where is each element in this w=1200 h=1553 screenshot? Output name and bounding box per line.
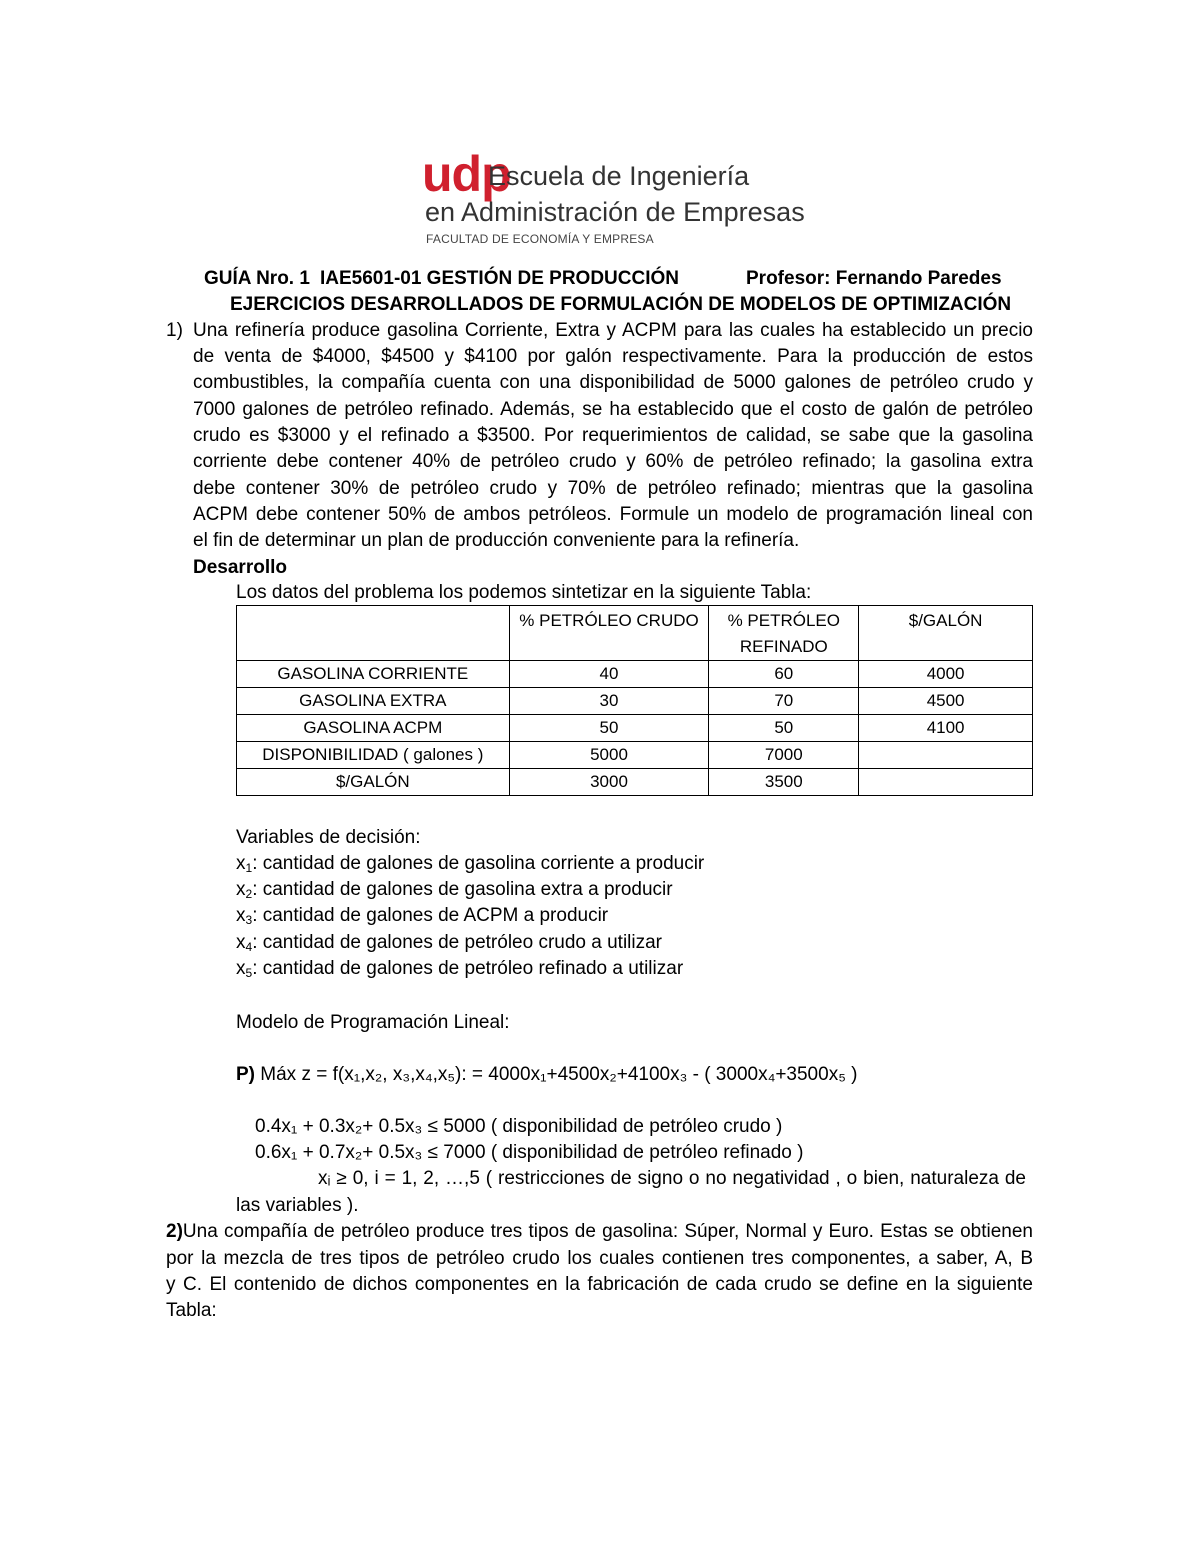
table-cell: 70 [709, 688, 859, 715]
problem-1-line: 7000 galones de petróleo refinado. Además, se ha establecido que el costo de galón de petróleo [193, 399, 1033, 420]
table-header-row [237, 606, 1033, 661]
table-row [237, 769, 1033, 796]
table-row [237, 715, 1033, 742]
problem-2-line: 2)Una compañía de petróleo produce tres tipos de gasolina: Súper, Normal y Euro. Estas se obtienen [166, 1221, 1033, 1242]
logo-school-line1: Escuela de Ingeniería [488, 161, 750, 191]
table-cell: 5000 [509, 742, 709, 769]
table-cell: 40 [509, 661, 709, 688]
table-cell [859, 742, 1033, 769]
table-intro: Los datos del problema los podemos sintetizar en la siguiente Tabla: [236, 582, 812, 603]
constraint-sign-cont: las variables ). [236, 1195, 359, 1216]
document-subtitle: EJERCICIOS DESARROLLADOS DE FORMULACIÓN DE MODELOS DE OPTIMIZACIÓN [230, 294, 1012, 315]
variable-item: $x_3$: cantidad de galones de ACPM a producir [236, 905, 609, 927]
guide-number: GUÍA Nro. 1 [204, 268, 310, 289]
logo-school-line2: en Administración de Empresas [425, 197, 805, 227]
problem-1-line: de venta de $4000, $4500 y $4100 por galón respectivamente. Para la producción de estos [193, 346, 1033, 367]
problem-1-line: ACPM debe contener 50% de ambos petróleos. Formule un modelo de programación lineal con [193, 504, 1033, 525]
table-cell: 3000 [509, 769, 709, 796]
table-cell: GASOLINA CORRIENTE [237, 661, 510, 688]
table-header-cell [237, 606, 510, 661]
table-cell [859, 769, 1033, 796]
table-row [237, 742, 1033, 769]
constraint-sign: xᵢ ≥ 0, i = 1, 2, …,5 ( restricciones de signo o no negatividad , o bien, naturaleza de [318, 1168, 1026, 1189]
table-row [237, 688, 1033, 715]
table-cell: 4000 [859, 661, 1033, 688]
constraint-crude: 0.4x₁ + 0.3x₂+ 0.5x₃ ≤ 5000 ( disponibilidad de petróleo crudo ) [255, 1116, 783, 1137]
table-cell: DISPONIBILIDAD ( galones ) [237, 742, 510, 769]
problem-2-line: Tabla: [166, 1300, 217, 1321]
table-cell: 7000 [709, 742, 859, 769]
data-table [236, 605, 1033, 796]
table-cell: 50 [509, 715, 709, 742]
table-cell: 50 [709, 715, 859, 742]
problem-2-line: y C. El contenido de dichos componentes en la fabricación de cada crudo se define en la siguiente [166, 1274, 1033, 1295]
table-cell: GASOLINA ACPM [237, 715, 510, 742]
table-row [237, 661, 1033, 688]
problem-2-line: por la mezcla de tres tipos de petróleo crudo los cuales contienen tres componentes, a saber, A, B [166, 1248, 1033, 1269]
table-cell: GASOLINA EXTRA [237, 688, 510, 715]
objective-function: P) Máx z = f(x₁,x₂, x₃,x₄,x₅): = 4000x₁+4500x₂+4100x₃ - ( 3000x₄+3500x₅ ) [236, 1064, 858, 1085]
logo-udp: udp [422, 146, 511, 202]
variable-item: $x_2$: cantidad de galones de gasolina extra a producir [236, 879, 673, 901]
table-cell: 60 [709, 661, 859, 688]
model-title: Modelo de Programación Lineal: [236, 1012, 510, 1033]
table-cell: 3500 [709, 769, 859, 796]
logo-faculty: FACULTAD DE ECONOMÍA Y EMPRESA [426, 232, 654, 246]
course-name: IAE5601-01 GESTIÓN DE PRODUCCIÓN [320, 268, 679, 289]
constraint-refined: 0.6x₁ + 0.7x₂+ 0.5x₃ ≤ 7000 ( disponibilidad de petróleo refinado ) [255, 1142, 804, 1163]
variable-item: $x_5$: cantidad de galones de petróleo refinado a utilizar [236, 958, 684, 980]
table-header-cell: % PETRÓLEO CRUDO [509, 606, 709, 661]
table-cell: 30 [509, 688, 709, 715]
variable-item: $x_4$: cantidad de galones de petróleo crudo a utilizar [236, 932, 663, 954]
table-header-cell: % PETRÓLEO REFINADO [709, 606, 859, 661]
table-header-cell: $/GALÓN [859, 606, 1033, 661]
variable-item: $x_1$: cantidad de galones de gasolina corriente a producir [236, 853, 705, 875]
table-cell: 4100 [859, 715, 1033, 742]
problem-1-line: corriente debe contener 40% de petróleo crudo y 60% de petróleo refinado; la gasolina extra [193, 451, 1033, 472]
problem-1-line: Una refinería produce gasolina Corriente, Extra y ACPM para las cuales ha establecido un precio [193, 320, 1033, 341]
table-cell: 4500 [859, 688, 1033, 715]
table-cell: $/GALÓN [237, 769, 510, 796]
professor: Profesor: Fernando Paredes [746, 268, 1002, 289]
problem-1-line: crudo es $3000 y el refinado a $3500. Por requerimientos de calidad, se sabe que la gasolina [193, 425, 1033, 446]
problem-1-number: 1) [166, 320, 183, 341]
problem-1-line: debe contener 30% de petróleo crudo y 70% de petróleo refinado; mientras que la gasolina [193, 478, 1033, 499]
problem-1-line: combustibles, la compañía cuenta con una disponibilidad de 5000 galones de petróleo crudo y [193, 372, 1033, 393]
problem-1-line: el fin de determinar un plan de producción conveniente para la refinería. [193, 530, 800, 551]
development-heading: Desarrollo [193, 557, 287, 578]
variables-title: Variables de decisión: [236, 827, 421, 848]
